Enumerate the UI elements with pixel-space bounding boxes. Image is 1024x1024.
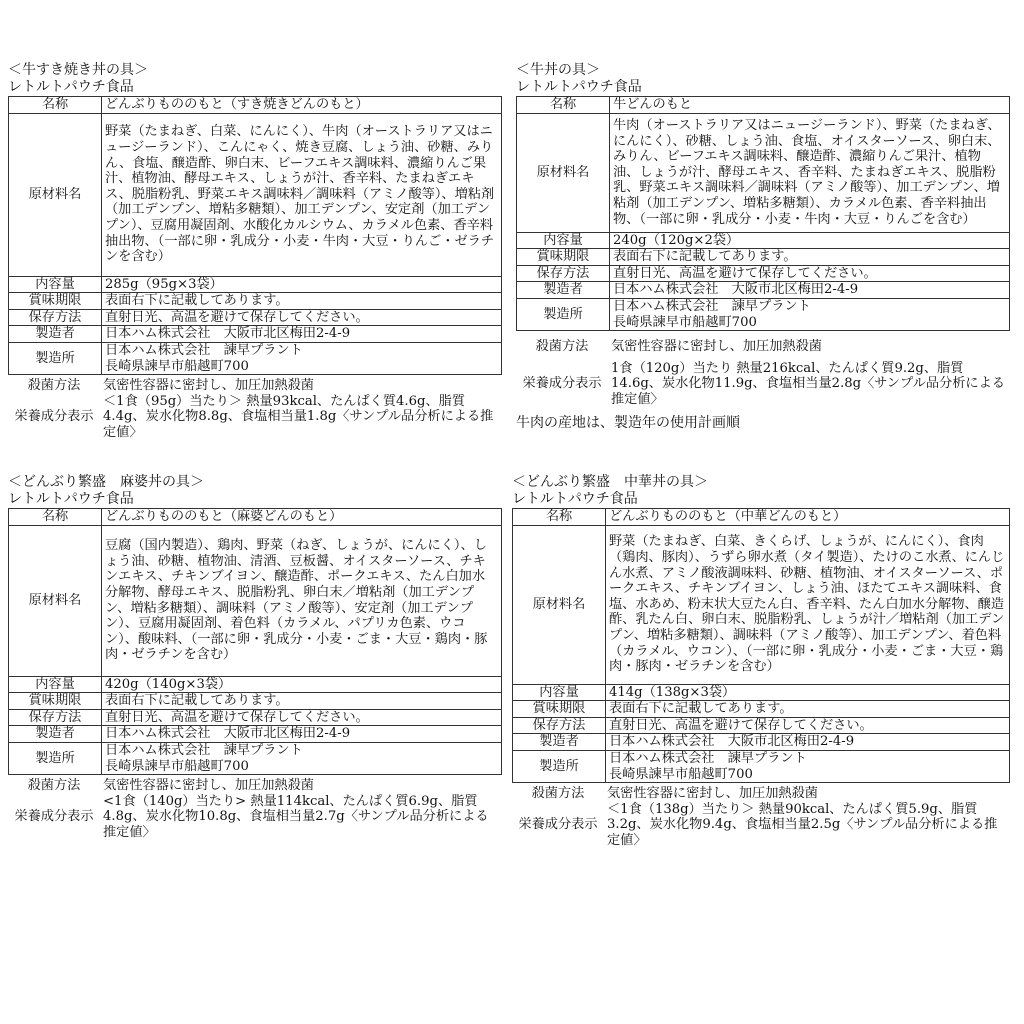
row-label: 栄養成分表示 xyxy=(14,409,94,425)
row-value: 表面右下に記載してあります。 xyxy=(102,693,502,710)
row-label: 名称 xyxy=(9,97,102,114)
panel-category: レトルトパウチ食品 xyxy=(516,79,642,95)
table-row xyxy=(517,265,1010,282)
row-label: 殺菌方法 xyxy=(27,378,81,394)
row-label: 栄養成分表示 xyxy=(522,376,602,392)
ingredients-text: 野菜（たまねぎ、白菜、きくらげ、しょうが、にんにく）、食肉（鶏肉、豚肉）、うずら卵水煮（タイ製造）、たけのこ水煮、にんじん水煮、アミノ酸液調味料、砂糖、植物油、オイスターソース、ポークエキス、チキンブイヨン、しょう油、ほたてエキス調味料、食塩、水あめ、粉末状大豆たん白、香辛料、たん白加水分解物、醸造酢、乳たん白、卵白末、脱脂粉乳、しょうが汁／増粘剤（加工デンプン、増粘多糖類）、調味料（アミノ酸等）、加工デンプン、着色料（カラメル、ウコン）、（一部に卵・乳成分・小麦・ごま・大豆・鶏肉・豚肉・ゼラチンを含む） xyxy=(606,525,1010,684)
row-label: 賞味期限 xyxy=(517,249,610,266)
table-row xyxy=(517,298,1010,330)
table-row xyxy=(9,276,502,293)
table-row xyxy=(9,326,502,343)
plant-line: 日本ハム株式会社 諫早プラント xyxy=(105,742,303,758)
extra-table xyxy=(8,378,502,440)
row-value xyxy=(610,298,1010,330)
row-value: 直射日光、高温を避けて保存してください。 xyxy=(610,265,1010,282)
row-value: 気密性容器に密封し、加圧加熱殺菌 xyxy=(611,339,822,355)
row-label: 内容量 xyxy=(9,276,102,293)
label-table xyxy=(8,508,502,775)
row-label: 製造所 xyxy=(9,342,102,374)
row-label: 内容量 xyxy=(513,684,606,701)
row-label: 保存方法 xyxy=(9,709,102,726)
table-row xyxy=(9,509,502,526)
row-value xyxy=(606,750,1010,782)
table-row xyxy=(8,778,502,794)
row-label: 殺菌方法 xyxy=(535,339,589,355)
panel-chuka-don xyxy=(512,474,1010,849)
table-row xyxy=(8,378,502,394)
table-row xyxy=(9,525,502,676)
panel-heading: ＜牛丼の具＞ xyxy=(516,62,600,78)
table-row xyxy=(517,232,1010,249)
panel-gyudon xyxy=(516,62,1010,432)
row-label: 原材料名 xyxy=(513,525,606,684)
panel-category: レトルトパウチ食品 xyxy=(512,491,638,507)
row-value: 牛どんのもと xyxy=(610,97,1010,114)
row-label: 名称 xyxy=(9,509,102,526)
table-row xyxy=(9,293,502,310)
row-label: 名称 xyxy=(513,509,606,526)
label-table xyxy=(8,96,502,375)
panel-heading: ＜どんぶり繁盛 中華丼の具＞ xyxy=(512,474,708,490)
row-label: 原材料名 xyxy=(517,113,610,232)
nutrition-text: ＜1食（138g）当たり＞ 熱量90kcal、たんぱく質5.9g、脂質3.2g、炭水化物9.4g、食塩相当量2.5g〈サンプル品分析による推定値〉 xyxy=(607,801,998,848)
row-label: 保存方法 xyxy=(517,265,610,282)
extra-table xyxy=(516,339,1010,407)
row-label: 殺菌方法 xyxy=(27,778,81,794)
table-row xyxy=(517,97,1010,114)
table-row xyxy=(9,693,502,710)
table-row xyxy=(512,786,1010,802)
panel-heading: ＜牛すき焼き丼の具＞ xyxy=(8,62,148,78)
label-table xyxy=(516,96,1010,331)
row-label: 内容量 xyxy=(9,676,102,693)
table-row xyxy=(517,113,1010,232)
row-value: 直射日光、高温を避けて保存してください。 xyxy=(606,717,1010,734)
row-value: 気密性容器に密封し、加圧加熱殺菌 xyxy=(103,378,314,394)
table-row xyxy=(9,97,502,114)
row-label: 名称 xyxy=(517,97,610,114)
table-row xyxy=(8,794,502,841)
row-value: 表面右下に記載してあります。 xyxy=(610,249,1010,266)
row-value xyxy=(102,742,502,774)
row-value: 日本ハム株式会社 大阪市北区梅田2-4-9 xyxy=(102,726,502,743)
row-label: 製造所 xyxy=(9,742,102,774)
row-label: 賞味期限 xyxy=(513,701,606,718)
row-value: 直射日光、高温を避けて保存してください。 xyxy=(102,709,502,726)
row-value: 日本ハム株式会社 大阪市北区梅田2-4-9 xyxy=(610,282,1010,299)
row-value: 420g（140g×3袋） xyxy=(102,676,502,693)
row-label: 保存方法 xyxy=(513,717,606,734)
row-value: 日本ハム株式会社 大阪市北区梅田2-4-9 xyxy=(606,734,1010,751)
row-value: 285g（95g×3袋） xyxy=(102,276,502,293)
table-row xyxy=(516,355,1010,408)
table-row xyxy=(512,802,1010,849)
origin-note: 牛肉の産地は、製造年の使用計画順 xyxy=(516,414,740,431)
row-label: 製造者 xyxy=(517,282,610,299)
row-value: どんぶりもののもと（すき焼きどんのもと） xyxy=(102,97,502,114)
plant-line: 日本ハム株式会社 諫早プラント xyxy=(613,298,811,314)
panel-category: レトルトパウチ食品 xyxy=(8,79,134,95)
plant-line: 日本ハム株式会社 諫早プラント xyxy=(105,342,303,358)
table-row xyxy=(513,750,1010,782)
table-row xyxy=(517,249,1010,266)
panel-mabo-don xyxy=(8,474,502,841)
table-row xyxy=(513,525,1010,684)
row-label: 製造所 xyxy=(517,298,610,330)
row-label: 製造者 xyxy=(9,326,102,343)
row-value: どんぶりもののもと（中華どんのもと） xyxy=(606,509,1010,526)
row-label: 栄養成分表示 xyxy=(518,817,598,833)
row-value: 気密性容器に密封し、加圧加熱殺菌 xyxy=(607,786,818,802)
row-label: 賞味期限 xyxy=(9,293,102,310)
plant-line: 長崎県諫早市船越町700 xyxy=(609,766,753,782)
row-value xyxy=(102,342,502,374)
plant-line: 長崎県諫早市船越町700 xyxy=(613,314,757,330)
row-label: 栄養成分表示 xyxy=(14,809,94,825)
panel-heading: ＜どんぶり繁盛 麻婆丼の具＞ xyxy=(8,474,204,490)
table-row xyxy=(9,309,502,326)
panel-gyu-sukiyaki xyxy=(8,62,502,441)
panel-category: レトルトパウチ食品 xyxy=(8,491,134,507)
nutrition-text: ＜1食（95g）当たり＞ 熱量93kcal、たんぱく質4.6g、脂質4.4g、炭水化物8.8g、食塩相当量1.8g〈サンプル品分析による推定値〉 xyxy=(103,393,494,440)
row-value: 240g（120g×2袋） xyxy=(610,232,1010,249)
plant-line: 日本ハム株式会社 諫早プラント xyxy=(609,750,807,766)
table-row xyxy=(8,394,502,441)
nutrition-text: <1食（140g）当たり> 熱量114kcal、たんぱく質6.9g、脂質4.8g、炭水化物10.8g、食塩相当量2.7g〈サンプル品分析による推定値〉 xyxy=(103,793,489,840)
table-row xyxy=(513,734,1010,751)
table-row xyxy=(516,339,1010,355)
row-label: 原材料名 xyxy=(9,113,102,276)
row-label: 殺菌方法 xyxy=(531,786,585,802)
row-value: 表面右下に記載してあります。 xyxy=(102,293,502,310)
table-row xyxy=(9,742,502,774)
row-label: 内容量 xyxy=(517,232,610,249)
row-value: 気密性容器に密封し、加圧加熱殺菌 xyxy=(103,778,314,794)
row-label: 製造者 xyxy=(9,726,102,743)
table-row xyxy=(9,709,502,726)
label-table xyxy=(512,508,1010,783)
row-label: 製造所 xyxy=(513,750,606,782)
row-label: 原材料名 xyxy=(9,525,102,676)
row-value: 直射日光、高温を避けて保存してください。 xyxy=(102,309,502,326)
table-row xyxy=(513,717,1010,734)
row-label: 保存方法 xyxy=(9,309,102,326)
ingredients-text: 野菜（たまねぎ、白菜、にんにく）、牛肉（オーストラリア又はニュージーランド）、こんにゃく、焼き豆腐、しょう油、砂糖、みりん、食塩、醸造酢、卵白末、ビーフエキス調味料、濃縮りんご果汁、植物油、酵母エキス、しょうが汁、香辛料、たまねぎエキス、脱脂粉乳、野菜エキス調味料／調味料（アミノ酸等）、増粘剤（加工デンプン、増粘多糖類）、加工デンプン、安定剤（加工デンプン）、豆腐用凝固剤、水酸化カルシウム、カラメル色素、香辛料抽出物、（一部に卵・乳成分・小麦・牛肉・大豆・りんご・ゼラチンを含む） xyxy=(102,113,502,276)
table-row xyxy=(9,676,502,693)
table-row xyxy=(517,282,1010,299)
row-value: 414g（138g×3袋） xyxy=(606,684,1010,701)
extra-table xyxy=(512,786,1010,848)
plant-line: 長崎県諫早市船越町700 xyxy=(105,358,249,374)
row-value: 表面右下に記載してあります。 xyxy=(606,701,1010,718)
row-label: 賞味期限 xyxy=(9,693,102,710)
table-row xyxy=(9,342,502,374)
table-row xyxy=(513,509,1010,526)
nutrition-text: 1食（120g）当たり 熱量216kcal、たんぱく質9.2g、脂質14.6g、炭水化物11.9g、食塩相当量2.8g〈サンプル品分析による推定値〉 xyxy=(611,360,1005,407)
ingredients-text: 豆腐（国内製造）、鶏肉、野菜（ねぎ、しょうが、にんにく）、しょう油、砂糖、植物油、清酒、豆板醤、オイスターソース、チキンエキス、チキンブイヨン、醸造酢、ポークエキス、たん白加水分解物、酵母エキス、脱脂粉乳、卵白末／増粘剤（加工デンプン、増粘多糖類）、調味料（アミノ酸等）、安定剤（加工デンプン）、豆腐用凝固剤、着色料（カラメル、パプリカ色素、ウコン）、酸味料、（一部に卵・乳成分・小麦・ごま・大豆・鶏肉・豚肉・ゼラチンを含む） xyxy=(102,525,502,676)
row-label: 製造者 xyxy=(513,734,606,751)
table-row xyxy=(9,726,502,743)
extra-table xyxy=(8,778,502,840)
table-row xyxy=(9,113,502,276)
row-value: 日本ハム株式会社 大阪市北区梅田2-4-9 xyxy=(102,326,502,343)
plant-line: 長崎県諫早市船越町700 xyxy=(105,758,249,774)
ingredients-text: 牛肉（オーストラリア又はニュージーランド）、野菜（たまねぎ、にんにく）、砂糖、しょう油、食塩、オイスターソース、卵白末、みりん、ビーフエキス調味料、醸造酢、濃縮りんご果汁、植物油、しょうが汁、酵母エキス、香辛料、たまねぎエキス、脱脂粉乳、野菜エキス調味料／調味料（アミノ酸等）、加工デンプン、増粘剤（加工デンプン、増粘多糖類）、カラメル色素、香辛料抽出物、（一部に卵・乳成分・小麦・牛肉・大豆・りんごを含む） xyxy=(610,113,1010,232)
table-row xyxy=(513,701,1010,718)
row-value: どんぶりもののもと（麻婆どんのもと） xyxy=(102,509,502,526)
table-row xyxy=(513,684,1010,701)
